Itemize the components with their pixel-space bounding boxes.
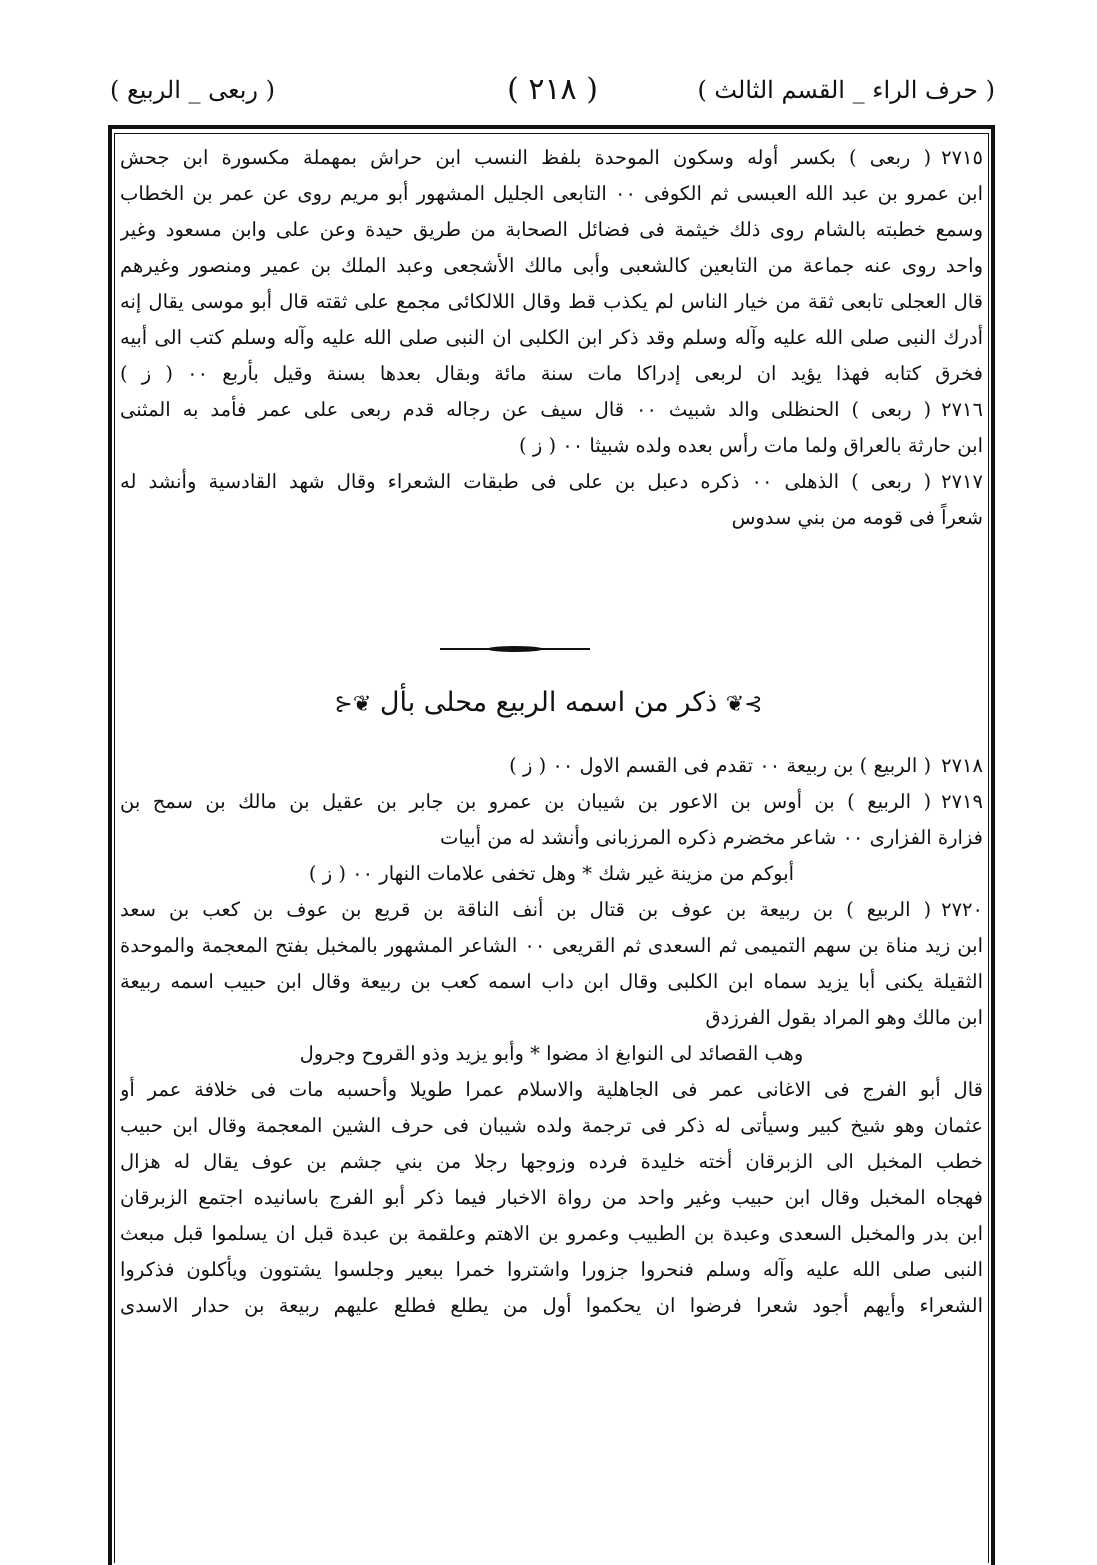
- verse-line: أبوكم من مزينة غير شك * وهل تخفى علامات النهار ٠٠ ( ز ): [308, 862, 795, 885]
- section-divider: [440, 645, 590, 653]
- entry-line: [120, 320, 983, 356]
- entry-text: ( الربيع ) بن أوس بن الاعور بن شيبان بن عمرو بن جابر بن عقيل بن مالك بن سمح بن: [120, 790, 932, 813]
- entry-number: ٢٧١٨: [941, 754, 983, 777]
- entry-line: [120, 1180, 983, 1216]
- entry-text: ( ربعى ) الذهلى ٠٠ ذكره دعبل بن على فى طبقات الشعراء وقال شهد القادسية وأنشد له: [120, 470, 932, 493]
- entry-text: الشعراء وأيهم أجود شعرا فرضوا ان يحكموا أول من يطلع فطلع عليهم ربيعة بن حدار الاسدى: [120, 1294, 983, 1317]
- page-header: [110, 72, 995, 116]
- entry-first-line: [120, 784, 983, 820]
- entry-line: [120, 248, 983, 284]
- entry-text: شعراً فى قومه من بني سدوس: [731, 506, 983, 529]
- entry-first-line: [120, 464, 983, 500]
- entry-first-line: [120, 392, 983, 428]
- entry-line: [120, 1000, 983, 1036]
- entry-number: ٢٧١٧: [941, 470, 983, 493]
- entry-first-line: [120, 892, 983, 928]
- section-heading-text: ذكر من اسمه الربيع محلى بأل: [379, 687, 718, 718]
- entry-text: فهجاه المخبل وقال ابن حبيب وغير واحد من رواة الاخبار فيما ذكر أبو الفرج باسانيده اجتمع الزبرقان: [120, 1186, 983, 1209]
- entry-text: وسمع خطبته بالشام روى ذلك خيثمة فى فضائل الصحابة من طريق حيدة وعن على وابن مسعود وغير: [120, 218, 983, 241]
- entry-text: واحد روى عنه جماعة من التابعين كالشعبى وأبى مالك الأشجعى وعبد الملك بن عمير ومنصور وغيرهم: [120, 254, 983, 277]
- entry-number: ٢٧١٥: [941, 146, 983, 169]
- entry-text: قال أبو الفرج فى الاغانى عمر فى الجاهلية والاسلام عمرا طويلا وأحسبه مات فى خلافة عمر أو: [120, 1078, 983, 1101]
- entry-text: قال العجلى تابعى ثقة من خيار الناس لم يكذب قط وقال اللالكائى مجمع على ثقته قال أبو موسى يقال إنه: [120, 290, 983, 313]
- entry-text: فزارة الفزارى ٠٠ شاعر مخضرم ذكره المرزبانى وأنشد له من أبيات: [439, 826, 983, 849]
- entry-line: [120, 500, 983, 536]
- entry-text: خطب المخبل الى الزبرقان أخته خليدة فرده وزوجها رجلا من بني جشم بن عوف يقال له هزال: [120, 1150, 983, 1173]
- entry-line: [120, 1216, 983, 1252]
- entry-line: [120, 928, 983, 964]
- entry-text: ابن حارثة بالعراق ولما مات رأس بعده ولده شبيثا ٠٠ ( ز ): [519, 434, 983, 457]
- entry-line: [120, 1108, 983, 1144]
- heading-ornament-right: ⊱❦: [725, 692, 763, 717]
- entry-text: الثقيلة يكنى أبا يزيد سماه ابن الكلبى وقال ابن داب اسمه كعب بن ربيعة وقال ابن حبيب اسمه ربيعة: [120, 970, 983, 993]
- entry-text: ابن بدر والمخبل السعدى وعبدة بن الطبيب وعمرو بن الاهتم وعلقمة بن عبدة قبل ان يسلموا قبل مبعث: [120, 1222, 983, 1245]
- entries-block-rabi: [120, 748, 983, 1324]
- entries-block-rabii: [120, 140, 983, 536]
- entry-line: [120, 1252, 983, 1288]
- page-number: ( ٢١٨ ): [507, 72, 598, 107]
- entry-text: النبى صلى الله عليه وآله وسلم فنحروا جزورا واشتروا خمرا ببعير وجلسوا يشتوون ويأكلون فذكروا: [120, 1258, 983, 1281]
- entry-line: [120, 176, 983, 212]
- entry-text: فخرق كتابه فهذا يؤيد ان لربعى إدراكا مات سنة مائة وبقال بعدها بسنة وقيل بأربع ٠٠ ( ز ): [120, 362, 983, 385]
- section-heading: [0, 683, 1097, 725]
- entry-line: [120, 820, 983, 856]
- entry-text: ابن عمرو بن عبد الله العبسى ثم الكوفى ٠٠ التابعى الجليل المشهور أبو مريم روى عن عمر بن الخطاب: [120, 182, 983, 205]
- entry-first-line: [120, 748, 983, 784]
- header-entries: ( ربعى _ الربيع ): [110, 76, 276, 104]
- entry-line: [120, 1144, 983, 1180]
- divider-center-mark: [487, 646, 543, 652]
- header-chapter: ( حرف الراء _ القسم الثالث ): [697, 76, 995, 104]
- entry-line: [120, 428, 983, 464]
- entry-text: ( الربيع ) بن ربيعة بن عوف بن قتال بن أنف الناقة بن قريع بن عوف بن كعب بن سعد: [120, 898, 932, 921]
- entry-text: ابن مالك وهو المراد بقول الفرزدق: [705, 1006, 983, 1029]
- entry-line: [120, 1288, 983, 1324]
- entry-text: عثمان وهو شيخ كبير وسيأتى له ذكر فى ترجمة ولده شيبان فى حرف الشين المعجمة وقال ابن حبيب: [120, 1114, 983, 1137]
- entry-text: ( ربعى ) الحنظلى والد شبيث ٠٠ قال سيف عن رجاله قدم ربعى على عمر فأمد به المثنى: [120, 398, 932, 421]
- entry-text: ( الربيع ) بن ربيعة ٠٠ تقدم فى القسم الاول ٠٠ ( ز ): [509, 754, 932, 777]
- entry-number: ٢٧١٩: [941, 790, 983, 813]
- entry-text: ابن زيد مناة بن سهم التميمى ثم السعدى ثم القريعى ٠٠ الشاعر المشهور بالمخبل بفتح المعجمة والموحدة: [120, 934, 983, 957]
- entry-line: [120, 212, 983, 248]
- entry-line: [120, 356, 983, 392]
- entry-text: أدرك النبى صلى الله عليه وآله وسلم وقد ذكر ابن الكلبى ان النبى صلى الله عليه وآله وسلم كتب الى أبيه: [120, 326, 983, 349]
- entry-first-line: [120, 140, 983, 176]
- entry-text: ( ربعى ) بكسر أوله وسكون الموحدة بلفظ النسب ابن حراش بمهملة مكسورة ابن جحش: [120, 146, 932, 169]
- heading-ornament-left: ❦⊰: [334, 692, 372, 717]
- entry-line: [120, 284, 983, 320]
- entry-line: [120, 1072, 983, 1108]
- entry-number: ٢٧١٦: [941, 398, 983, 421]
- entry-number: ٢٧٢٠: [941, 898, 983, 921]
- entry-line: [120, 964, 983, 1000]
- verse-line: وهب القصائد لى النوابغ اذ مضوا * وأبو يزيد وذو القروح وجرول: [299, 1042, 804, 1065]
